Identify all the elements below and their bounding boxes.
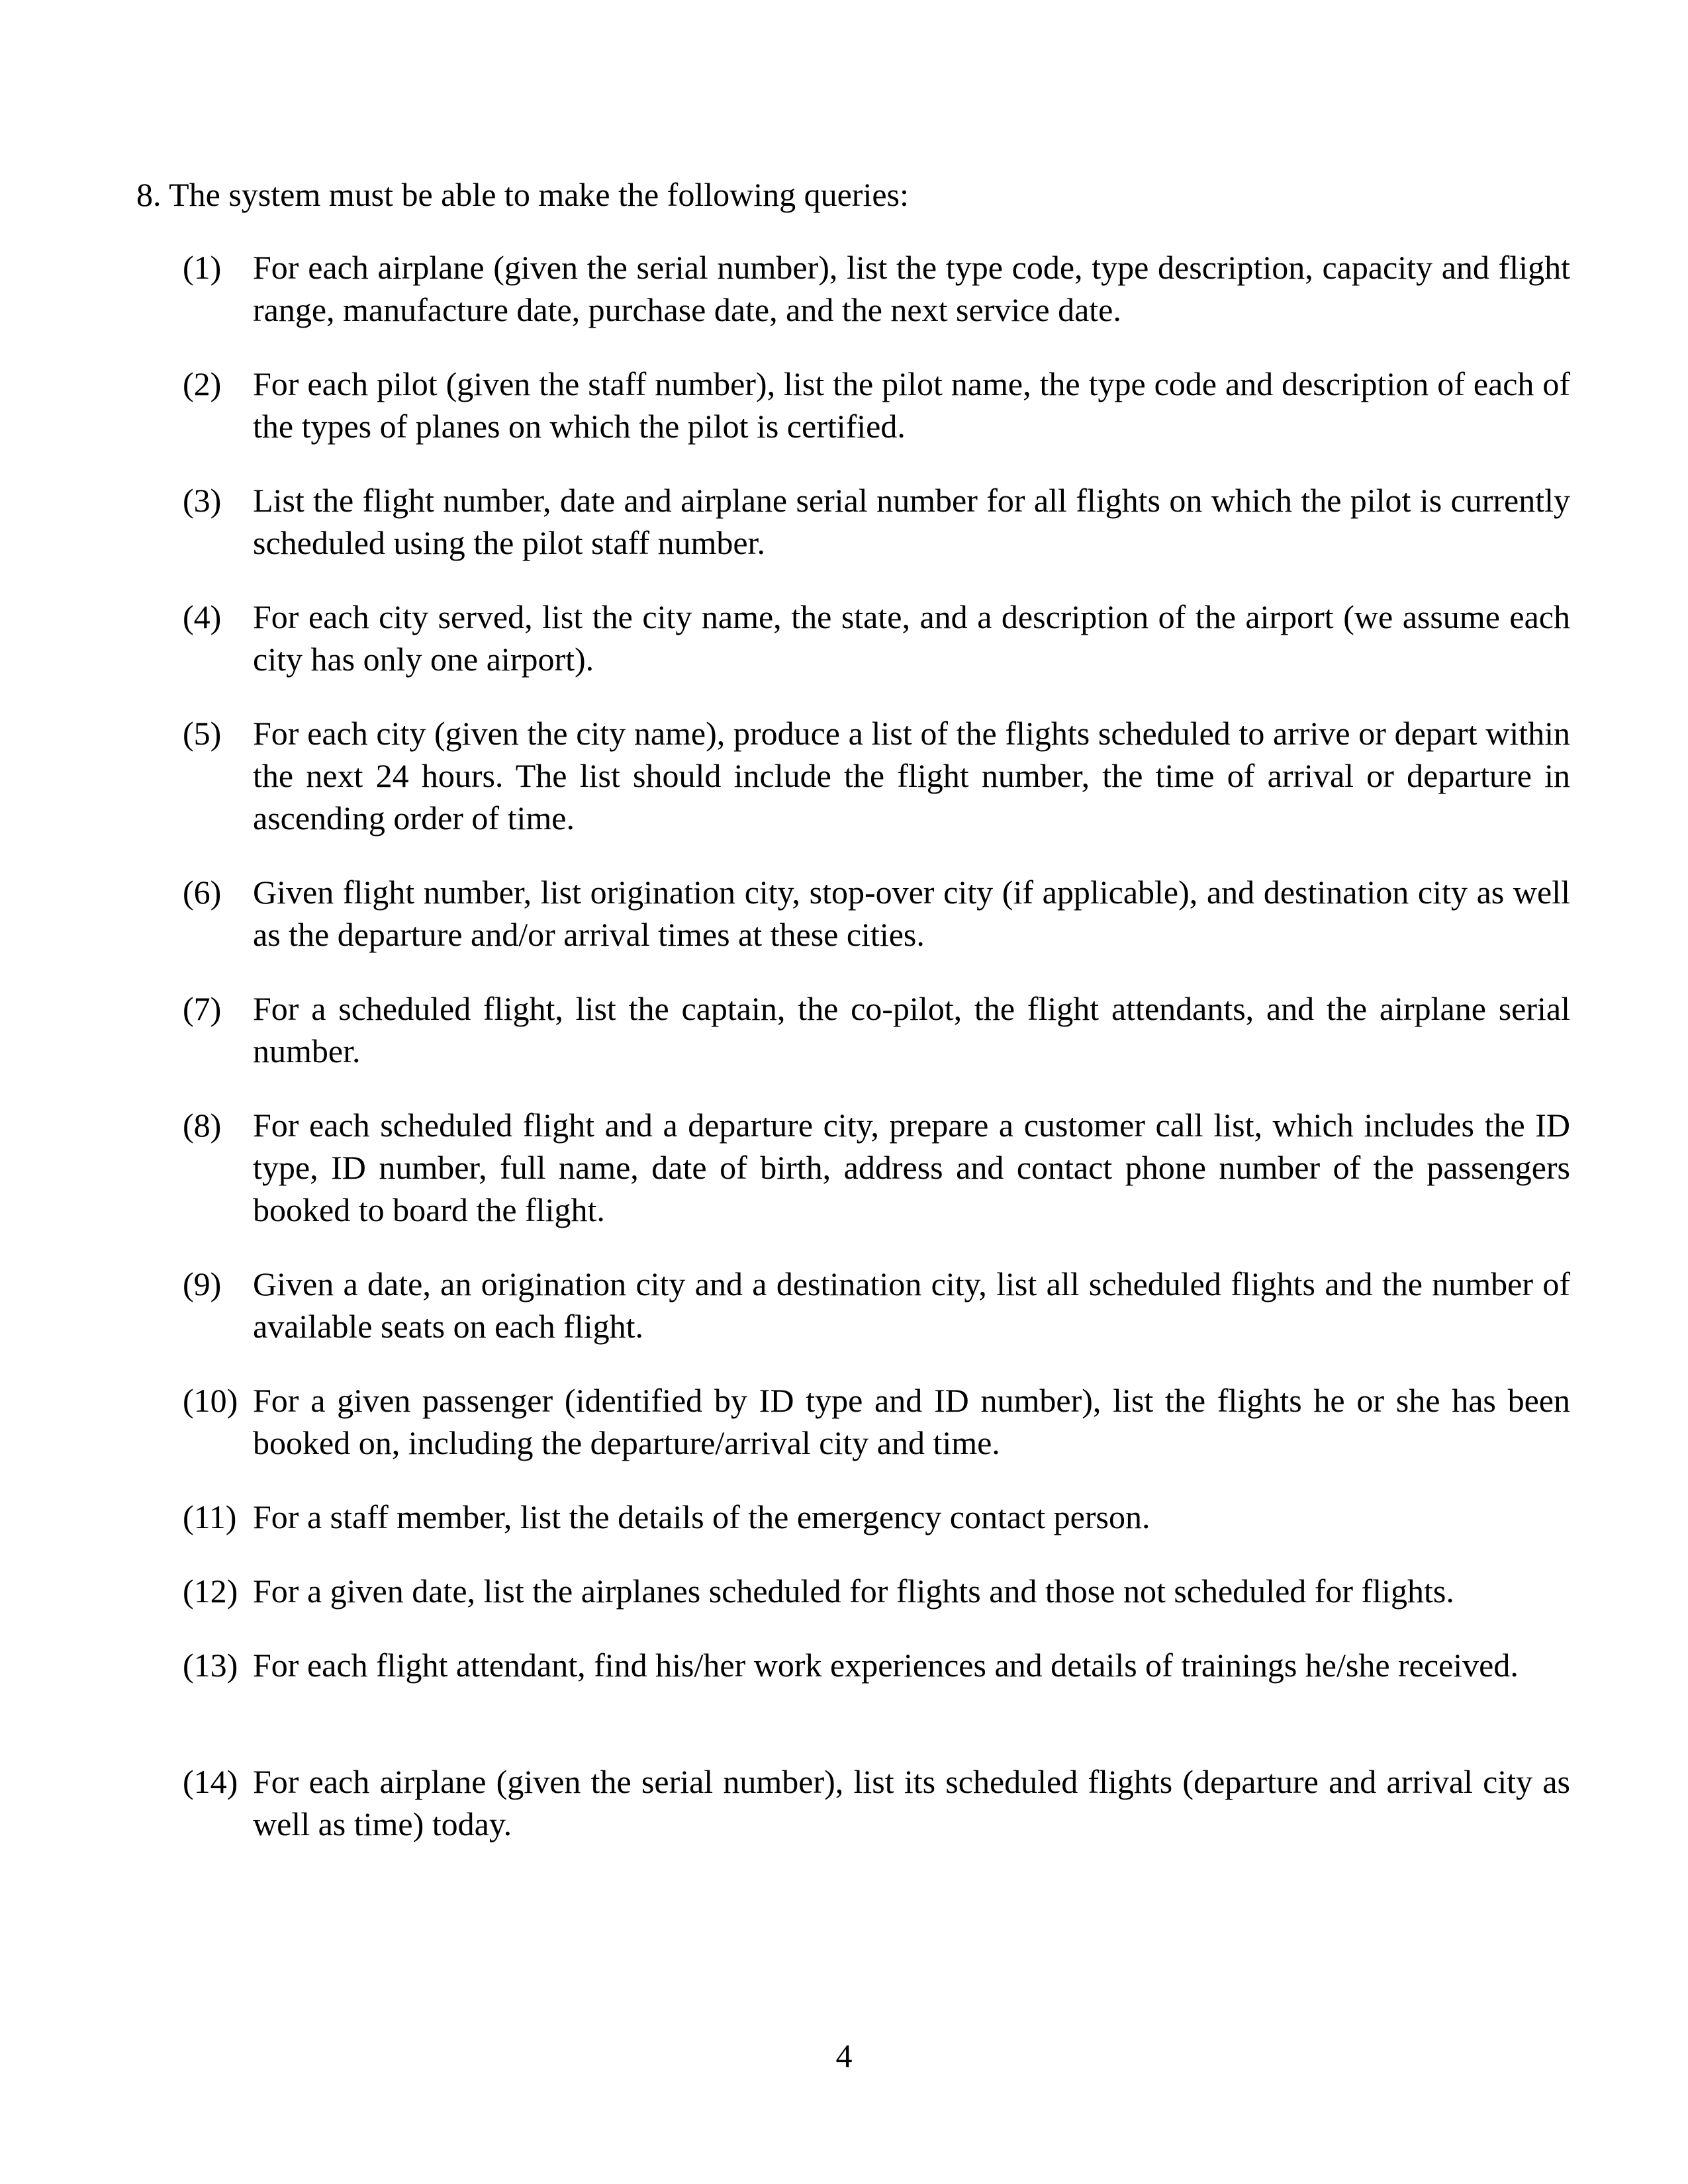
query-item-3 <box>183 479 1570 564</box>
query-item-10 <box>183 1379 1570 1464</box>
query-number: (13) <box>183 1647 238 1684</box>
query-number: (5) <box>183 715 222 752</box>
query-number: (7) <box>183 990 222 1027</box>
query-text: Given flight number, list origination city, stop-over city (if applicable), and destination city as well as the departure and/or arrival times at these cities. <box>253 874 1570 953</box>
query-item-11 <box>183 1496 1570 1538</box>
page-number: 4 <box>835 2037 853 2074</box>
query-text: Given a date, an origination city and a destination city, list all scheduled flights and the number of available seats on each flight. <box>253 1265 1570 1345</box>
query-number: (2) <box>183 365 222 402</box>
query-item-6 <box>183 871 1570 956</box>
query-item-13 <box>183 1644 1570 1686</box>
query-item-4 <box>183 596 1570 680</box>
query-text: For each pilot (given the staff number), list the pilot name, the type code and description of each of the types of planes on which the pilot is certified. <box>253 365 1570 445</box>
query-item-12 <box>183 1570 1570 1612</box>
query-text: For each city (given the city name), produce a list of the flights scheduled to arrive or depart within the next 24 hours. The list should include the flight number, the time of arrival or departure in ascending order of time. <box>253 715 1570 837</box>
query-text: For a given date, list the airplanes scheduled for flights and those not scheduled for flights. <box>253 1572 1454 1610</box>
query-item-7 <box>183 987 1570 1072</box>
query-item-8 <box>183 1104 1570 1231</box>
query-number: (9) <box>183 1265 222 1302</box>
query-item-5 <box>183 712 1570 839</box>
query-text: For a staff member, list the details of the emergency contact person. <box>253 1498 1150 1535</box>
query-text: For a given passenger (identified by ID type and ID number), list the flights he or she has been booked on, including the departure/arrival city and time. <box>253 1382 1570 1461</box>
query-number: (4) <box>183 598 222 635</box>
query-number: (6) <box>183 874 222 911</box>
query-number: (14) <box>183 1763 238 1800</box>
section-heading: 8. The system must be able to make the following queries: <box>136 176 909 213</box>
query-number: (8) <box>183 1107 222 1144</box>
query-number: (1) <box>183 249 222 286</box>
query-number: (11) <box>183 1498 237 1535</box>
query-item-1 <box>183 246 1570 331</box>
query-text: For each flight attendant, find his/her work experiences and details of trainings he/she received. <box>253 1647 1519 1684</box>
query-text: For each airplane (given the serial number), list the type code, type description, capacity and flight range, manufacture date, purchase date, and the next service date. <box>253 249 1570 328</box>
query-item-14 <box>183 1760 1570 1845</box>
query-text: List the flight number, date and airplane serial number for all flights on which the pilot is currently scheduled using the pilot staff number. <box>253 482 1570 561</box>
query-text: For each city served, list the city name, the state, and a description of the airport (we assume each city has only one airport). <box>253 598 1570 678</box>
query-number: (12) <box>183 1572 238 1610</box>
query-text: For a scheduled flight, list the captain, the co-pilot, the flight attendants, and the airplane serial number. <box>253 990 1570 1069</box>
query-number: (10) <box>183 1382 238 1419</box>
query-item-9 <box>183 1263 1570 1347</box>
query-item-2 <box>183 363 1570 447</box>
query-number: (3) <box>183 482 222 519</box>
query-text: For each scheduled flight and a departure city, prepare a customer call list, which includes the ID type, ID number, full name, date of birth, address and contact phone number of the passengers booked to board the flight. <box>253 1107 1570 1228</box>
query-text: For each airplane (given the serial number), list its scheduled flights (departure and arrival city as well as time) today. <box>253 1763 1570 1843</box>
